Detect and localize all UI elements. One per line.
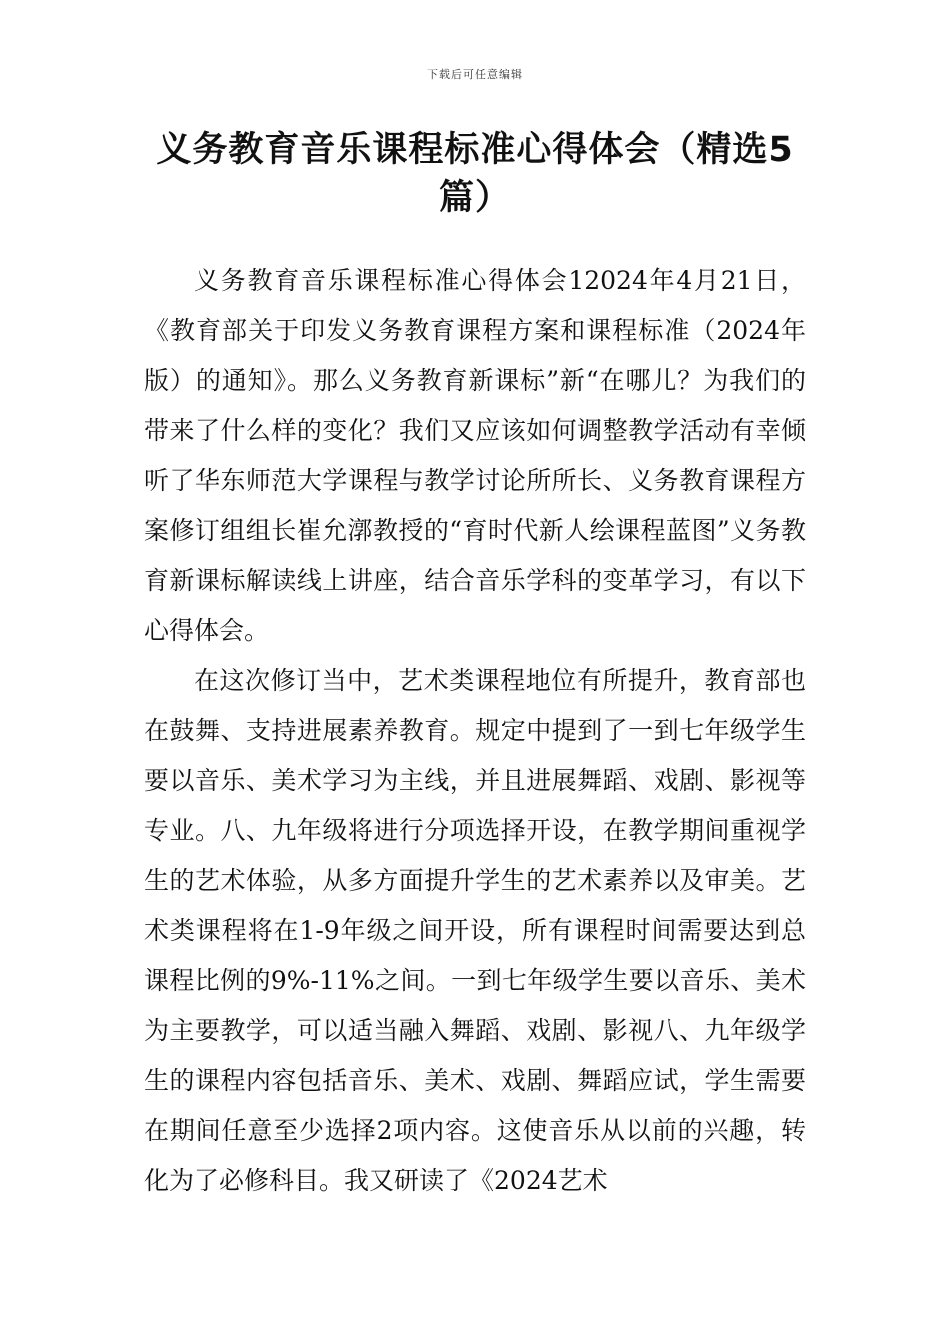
document-body bbox=[144, 256, 806, 1206]
document-title: 义务教育音乐课程标准心得体会（精选5篇） bbox=[156, 130, 794, 218]
header-note: 下载后可任意编辑 bbox=[427, 68, 523, 81]
paragraph-1: 义务教育音乐课程标准心得体会12024年4月21日，《教育部关于印发义务教育课程方案和课程标准（2024年版）的通知》。那么义务教育新课标”新“在哪儿？为我们的带来了什么样的变化？我们又应该如何调整教学活动有幸倾听了华东师范大学课程与教学讨论所所长、义务教育课程方案修订组组长崔允漷教授的“育时代新人绘课程蓝图”义务教育新课标解读线上讲座，结合音乐学科的变革学习，有以下心得体会。 bbox=[144, 266, 806, 645]
paragraph-2: 在这次修订当中，艺术类课程地位有所提升，教育部也在鼓舞、支持进展素养教育。规定中提到了一到七年级学生要以音乐、美术学习为主线，并且进展舞蹈、戏剧、影视等专业。八、九年级将进行分项选择开设，在教学期间重视学生的艺术体验，从多方面提升学生的艺术素养以及审美。艺术类课程将在1-9年级之间开设，所有课程时间需要达到总课程比例的9%-11%之间。一到七年级学生要以音乐、美术为主要教学，可以适当融入舞蹈、戏剧、影视八、九年级学生的课程内容包括音乐、美术、戏剧、舞蹈应试，学生需要在期间任意至少选择2项内容。这使音乐从以前的兴趣，转化为了必修科目。我又研读了《2024艺术 bbox=[144, 666, 806, 1195]
